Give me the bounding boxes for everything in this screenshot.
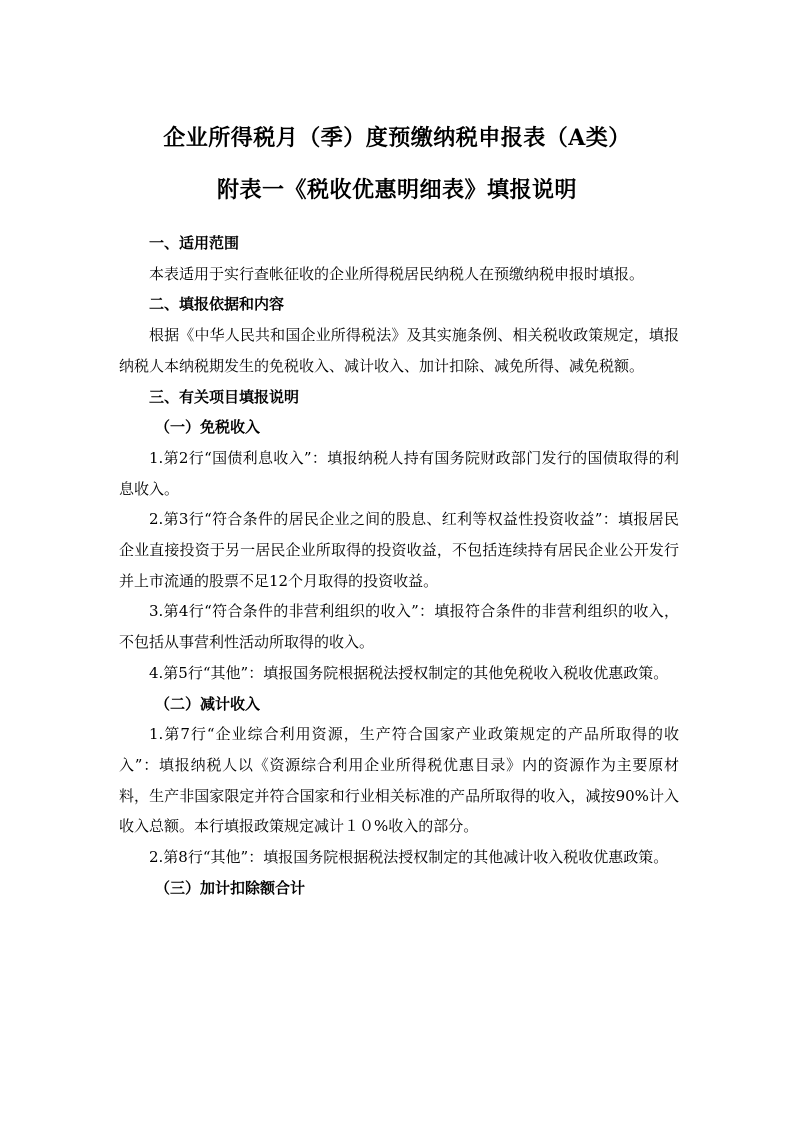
subsection-heading-exempt: （一）免税收入	[155, 418, 261, 437]
paragraph-basis: 根据《中华人民共和国企业所得税法》及其实施条例、相关税收政策规定，填报纳税人本纳税期发生的免税收入、减计收入、加计扣除、减免所得、减免税额。	[119, 326, 679, 375]
paragraph-exempt-3: 3.第4行“符合条件的非营利组织的收入”：填报符合条件的非营利组织的收入，不包括从事营利性活动所取得的收入。	[119, 602, 679, 652]
section-heading-basis: 二、填报依据和内容	[149, 295, 285, 314]
subsection-heading-deduction: （三）加计扣除额合计	[155, 878, 306, 897]
paragraph-exempt-4: 4.第5行“其他”：填报国务院根据税法授权制定的其他免税收入税收优惠政策。	[149, 663, 669, 682]
paragraph-scope: 本表适用于实行查帐征收的企业所得税居民纳税人在预缴纳税申报时填报。	[149, 264, 645, 283]
document-title: 企业所得税月（季）度预缴纳税申报表（A类）	[163, 125, 631, 151]
subsection-heading-reduced: （二）减计收入	[155, 694, 261, 713]
paragraph-reduced-2: 2.第8行“其他”：填报国务院根据税法授权制定的其他减计收入税收优惠政策。	[149, 848, 669, 867]
section-heading-items: 三、有关项目填报说明	[149, 387, 300, 406]
document-subtitle: 附表一《税收优惠明细表》填报说明	[216, 177, 577, 203]
paragraph-reduced-1: 1.第7行“企业综合利用资源，生产符合国家产业政策规定的产品所取得的收入”：填报纳税人以《资源综合利用企业所得税优惠目录》内的资源作为主要原材料，生产非国家限定并符合国家和行业相关标准的产品所取得的收入，减按90%计入收入总额。本行填报政策规定减计１０%收入的部分。	[119, 725, 679, 836]
document-body	[119, 228, 679, 903]
paragraph-exempt-1: 1.第2行“国债利息收入”：填报纳税人持有国务院财政部门发行的国债取得的利息收入。	[119, 448, 679, 498]
paragraph-exempt-2: 2.第3行“符合条件的居民企业之间的股息、红利等权益性投资收益”：填报居民企业直接投资于另一居民企业所取得的投资收益，不包括连续持有居民企业公开发行并上市流通的股票不足12个月取得的投资收益。	[119, 510, 679, 590]
section-heading-scope: 一、适用范围	[149, 234, 240, 252]
